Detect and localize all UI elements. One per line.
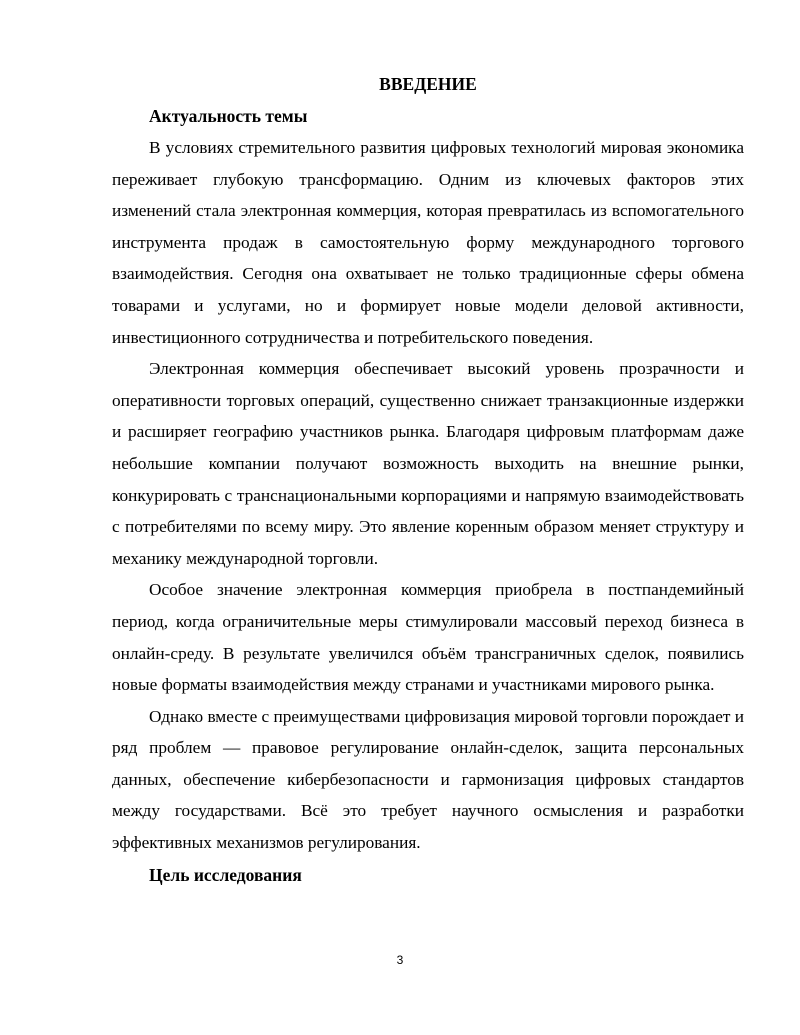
paragraph: В условиях стремительного развития цифровых технологий мировая экономика переживает глубокую трансформацию. Одним из ключевых факторов этих изменений стала электронная коммерция, которая превратилась из вспомогательного инструмента продаж в самостоятельную форму международного торгового взаимодействия. Сегодня она охватывает не только традиционные сферы обмена товарами и услугами, но и формирует новые модели деловой активности, инвестиционного сотрудничества и потребительского поведения. [112,138,744,347]
paragraph: Электронная коммерция обеспечивает высокий уровень прозрачности и оперативности торговых операций, существенно снижает транзакционные издержки и расширяет географию участников рынка. Благодаря цифровым платформам даже небольшие компании получают возможность выходить на внешние рынки, конкурировать с транснациональными корпорациями и напрямую взаимодействовать с потребителями по всему миру. Это явление коренным образом меняет структуру и механику международной торговли. [112,359,744,568]
section-title-goal: Цель исследования [149,864,302,885]
page-content [112,68,744,891]
section-title-relevance: Актуальность темы [149,106,308,126]
page-number: 3 [396,953,404,967]
page-title: ВВЕДЕНИЕ [379,74,477,94]
paragraph: Особое значение электронная коммерция приобрела в постпандемийный период, когда ограничительные меры стимулировали массовый переход бизнеса в онлайн-среду. В результате увеличился объём трансграничных сделок, появились новые форматы взаимодействия между странами и участниками мирового рынка. [112,580,744,695]
paragraph: Однако вместе с преимуществами цифровизация мировой торговли порождает и ряд проблем — правовое регулирование онлайн-сделок, защита персональных данных, обеспечение кибербезопасности и гармонизация цифровых стандартов между государствами. Всё это требует научного осмысления и разработки эффективных механизмов регулирования. [112,706,744,853]
